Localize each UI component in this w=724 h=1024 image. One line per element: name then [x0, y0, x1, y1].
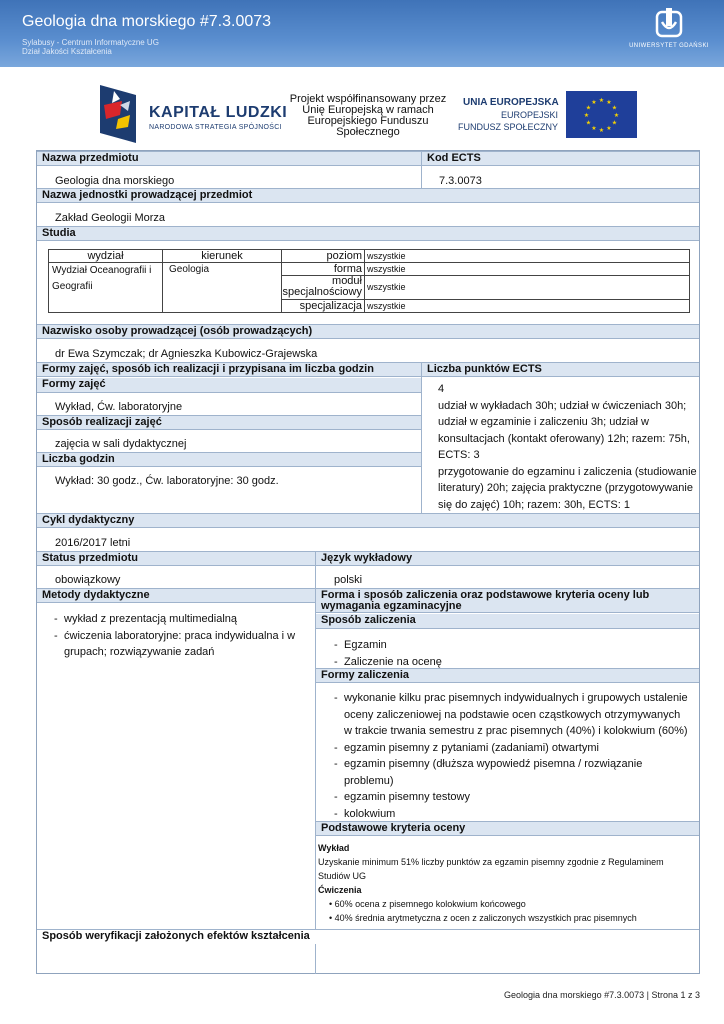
- criteria-lecture-title: Wykład: [318, 843, 350, 853]
- col-kierunek: kierunek: [201, 250, 243, 262]
- forms-label: Formy zajęć: [37, 378, 421, 393]
- cycle-value: 2016/2017 letni: [55, 537, 131, 549]
- list-item: - wykład z prezentacją multimedialną: [54, 611, 304, 628]
- university-crest-icon: [655, 8, 683, 38]
- col-wydzial: wydział: [87, 250, 124, 262]
- list-item: - Egzamin: [334, 637, 674, 654]
- kapital-ludzki-logo-icon: [100, 85, 136, 143]
- ects-line: literatury) 20h; zajęcia praktyczne (przygotowywanie: [438, 482, 693, 494]
- hours-label: Liczba godzin: [37, 452, 421, 467]
- criteria-exercises-title: Ćwiczenia: [318, 885, 362, 895]
- svg-text:★: ★: [583, 112, 590, 119]
- ects-line: konsultacjach (kontakt oferowany) 12h; razem: 75h,: [438, 432, 690, 445]
- realization-value: zajęcia w sali dydaktycznej: [55, 438, 187, 450]
- page-footer: Geologia dna morskiego #7.3.0073 | Strona 1 z 3: [504, 990, 700, 1000]
- svg-text:★: ★: [598, 127, 605, 134]
- criteria-block: [318, 841, 696, 925]
- project-text: Projekt współfinansowany przez Unię Europejską w ramach Europejskiego Funduszu Społecznego: [289, 93, 447, 138]
- ects-points: 4: [438, 383, 445, 395]
- eu-fund: [458, 109, 558, 133]
- ects-line: przygotowanie do egzaminu i zaliczenia (studiowanie: [438, 465, 697, 478]
- svg-text:★: ★: [591, 99, 597, 106]
- poziom-value: wszystkie: [367, 251, 406, 261]
- unit-name: Zakład Geologii Morza: [55, 212, 166, 224]
- ects-code-label: Kod ECTS: [422, 151, 699, 166]
- wydzial-value: Wydział Oceanografii i Geografii: [52, 265, 152, 292]
- list-item: - ćwiczenia laboratoryjne: praca indywidualna i w grupach; rozwiązywanie zadań: [54, 628, 304, 661]
- forma-label: forma: [333, 263, 362, 275]
- list-item: - Zaliczenie na ocenę: [334, 654, 674, 671]
- svg-text:★: ★: [585, 104, 592, 112]
- page-title: Geologia dna morskiego #7.3.0073: [22, 13, 272, 30]
- status-value: obowiązkowy: [55, 574, 121, 586]
- ects-line: udział w egzaminie i zaliczeniu 3h; udział w: [438, 416, 649, 428]
- kierunek-value: Geologia: [169, 264, 210, 275]
- divider: [421, 151, 422, 188]
- university-name: UNIWERSYTET GDAŃSKI: [629, 43, 709, 49]
- course-name: Geologia dna morskiego: [55, 175, 175, 187]
- criteria-label: Podstawowe kryteria oceny: [316, 821, 699, 836]
- header-subtitle-line-1: Sylabusy - Centrum Informatyczne UG: [22, 38, 159, 47]
- credit-method-label: Sposób zaliczenia: [316, 614, 699, 629]
- course-name-label: Nazwa przedmiotu: [37, 151, 422, 166]
- ects-line: się do zajęć) 10h; razem: 30h, ECTS: 1: [438, 498, 630, 511]
- methods-label: Metody dydaktyczne: [37, 588, 315, 603]
- forms-header: Formy zajęć, sposób ich realizacji i przypisana im liczba godzin: [37, 362, 422, 377]
- header-subtitle: [22, 38, 159, 56]
- studia-table: [48, 249, 690, 313]
- unit-label: Nazwa jednostki prowadzącej przedmiot: [37, 188, 699, 203]
- ects-line: ECTS: 3: [438, 449, 480, 461]
- eu-flag-icon: [566, 91, 637, 138]
- list-item: - egzamin pisemny testowy: [334, 789, 690, 806]
- eu-title: UNIA EUROPEJSKA: [463, 97, 559, 108]
- language-label: Język wykładowy: [316, 551, 699, 566]
- divider: [421, 362, 422, 513]
- credit-methods-list: [334, 637, 674, 670]
- list-item: - egzamin pisemny (dłuższa wypowiedź pisemna / rozwiązanie problemu): [334, 756, 690, 789]
- criteria-bullet: • 40% średnia arytmetyczna z ocen z zaliczonych wszystkich prac pisemnych: [329, 913, 637, 923]
- ects-line: udział w wykładach 30h; udział w ćwiczeniach 30h;: [438, 399, 687, 412]
- kapital-ludzki-title: KAPITAŁ LUDZKI: [149, 104, 288, 121]
- svg-text:★: ★: [606, 99, 612, 106]
- ects-code: 7.3.0073: [439, 175, 482, 187]
- svg-text:★: ★: [611, 119, 618, 127]
- language-value: polski: [334, 574, 363, 586]
- teachers-label: Nazwisko osoby prowadzącej (osób prowadzących): [37, 324, 699, 339]
- ects-points-block: [438, 381, 700, 513]
- specjalizacja-value: wszystkie: [367, 301, 406, 311]
- divider: [364, 250, 365, 312]
- svg-text:★: ★: [606, 125, 612, 132]
- poziom-label: poziom: [326, 250, 362, 262]
- svg-text:★: ★: [613, 112, 620, 119]
- eu-fund-line-1: EUROPEJSKI: [500, 110, 558, 120]
- cycle-label: Cykl dydaktyczny: [37, 513, 699, 528]
- credit-header: Forma i sposób zaliczenia oraz podstawowe kryteria oceny lub wymagania egzaminacyjne: [316, 588, 699, 613]
- divider: [37, 929, 699, 930]
- hours-value: Wykład: 30 godz., Ćw. laboratoryjne: 30 godz.: [55, 475, 279, 487]
- modul-value: wszystkie: [367, 282, 406, 292]
- status-label: Status przedmiotu: [37, 551, 316, 566]
- ects-points-label: Liczba punktów ECTS: [422, 362, 699, 377]
- logo-band: [0, 67, 724, 147]
- teachers: dr Ewa Szymczak; dr Agnieszka Kubowicz-Grajewska: [55, 348, 318, 360]
- list-item: - egzamin pisemny z pytaniami (zadaniami) otwartymi: [334, 740, 690, 757]
- svg-text:★: ★: [585, 119, 592, 127]
- studia-label: Studia: [37, 226, 699, 241]
- list-item: - wykonanie kilku prac pisemnych indywidualnych i grupowych ustalenie oceny zaliczeniowej na podstawie ocen cząstkowych otrzymywanych w trakcie trwania semestru z prac pisemnych (40%) i kolokwium (60%): [334, 690, 690, 740]
- criteria-bullet: • 60% ocena z pisemnego kolokwium końcowego: [329, 899, 526, 909]
- methods-list: [54, 611, 304, 661]
- realization-label: Sposób realizacji zajęć: [37, 415, 421, 430]
- header-subtitle-line-2: Dział Jakości Kształcenia: [22, 47, 112, 56]
- modul-label: moduł specjalnościowy: [282, 275, 362, 298]
- credit-forms-label: Formy zaliczenia: [316, 668, 699, 683]
- specjalizacja-label: specjalizacja: [299, 300, 362, 312]
- credit-forms-list: [334, 690, 690, 822]
- svg-text:★: ★: [611, 104, 618, 112]
- university-logo: [624, 6, 714, 56]
- kapital-ludzki-subtitle: NARODOWA STRATEGIA SPÓJNOŚCI: [149, 124, 282, 131]
- svg-text:★: ★: [591, 125, 597, 132]
- eu-fund-line-2: FUNDUSZ SPOŁECZNY: [458, 122, 559, 132]
- svg-text:★: ★: [598, 97, 605, 104]
- list-item: - kolokwium: [334, 806, 690, 823]
- page-header: [0, 0, 724, 67]
- verification-label: Sposób weryfikacji założonych efektów kształcenia: [37, 929, 699, 944]
- forms-value: Wykład, Ćw. laboratoryjne: [55, 401, 183, 413]
- criteria-lecture-text: Uzyskanie minimum 51% liczby punktów za egzamin pisemny zgodnie z Regulaminem Studiów UG: [318, 857, 664, 881]
- forma-value: wszystkie: [367, 264, 406, 274]
